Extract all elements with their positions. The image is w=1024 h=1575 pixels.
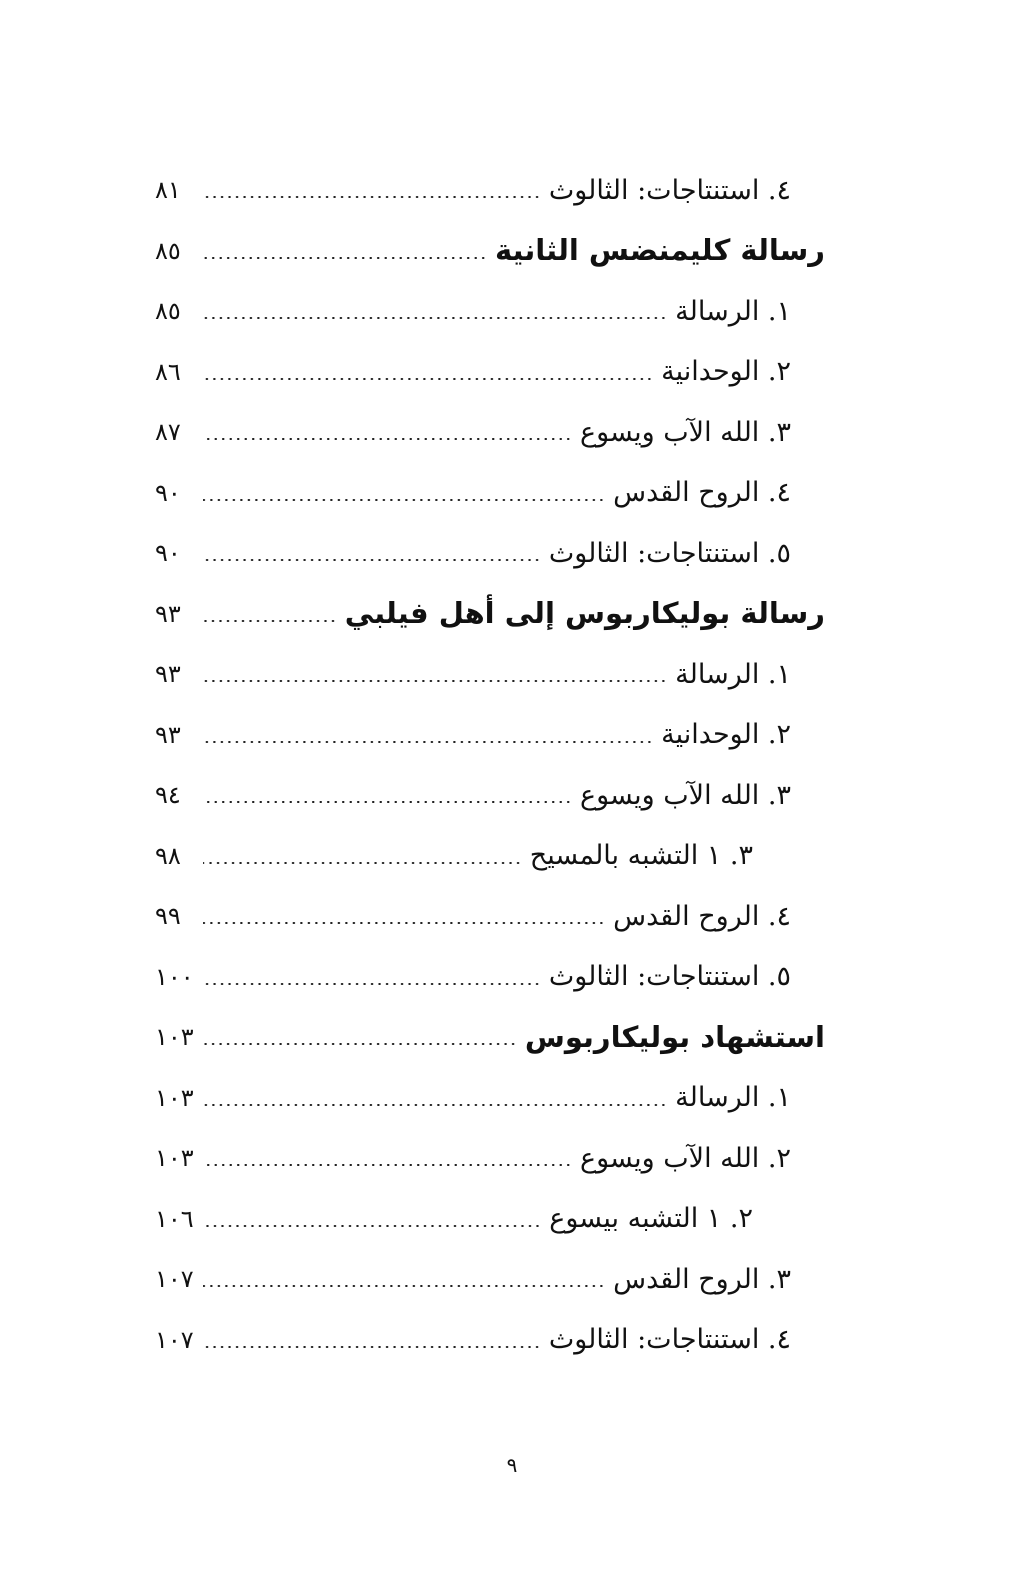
toc-entry-title: ٣. الروح القدس <box>613 1263 791 1295</box>
toc-section-title: استشهاد بوليكاربوس <box>524 1019 825 1054</box>
toc-entry-page: ٩٣ <box>155 599 181 628</box>
toc-entry-title: ١. الرسالة <box>675 658 791 690</box>
toc-entry-title: ٤. استنتاجات: الثالوث <box>548 174 791 206</box>
toc-section-title: رسالة كليمنضس الثانية <box>494 233 825 268</box>
toc-entry[interactable] <box>155 705 825 766</box>
dot-leader <box>203 1225 541 1227</box>
dot-leader <box>203 499 605 501</box>
toc-entry-title: ٤. الروح القدس <box>613 477 791 509</box>
dot-leader <box>203 1043 517 1045</box>
toc-entry-title: ٣. الله الآب ويسوع <box>579 416 791 448</box>
toc-entry[interactable] <box>155 644 825 705</box>
toc-entry[interactable] <box>155 1249 825 1310</box>
toc-entry-page: ٨٦ <box>155 357 181 386</box>
toc-entry-title: ٥. استنتاجات: الثالوث <box>548 537 791 569</box>
toc-entry[interactable] <box>155 1128 825 1189</box>
toc-entry-title: ٢. الوحدانية <box>661 356 791 388</box>
dot-leader <box>203 1104 667 1106</box>
dot-leader <box>203 196 541 198</box>
toc-section-title: رسالة بوليكاربوس إلى أهل فيلبي <box>344 596 825 631</box>
toc-entry-title: ٢. الوحدانية <box>661 719 791 751</box>
toc-entry-title: ٣. الله الآب ويسوع <box>579 779 791 811</box>
toc-entry[interactable] <box>155 947 825 1008</box>
toc-entry[interactable] <box>155 1310 825 1371</box>
toc-entry-page: ١٠٧ <box>155 1265 194 1294</box>
dot-leader <box>203 1346 541 1348</box>
toc-section-heading[interactable] <box>155 221 825 282</box>
toc-entry-title: ٢. الله الآب ويسوع <box>579 1142 791 1174</box>
dot-leader <box>203 620 337 622</box>
table-of-contents <box>155 160 825 1370</box>
toc-entry[interactable] <box>155 886 825 947</box>
toc-entry-page: ٩٩ <box>155 902 181 931</box>
toc-subentry[interactable] <box>155 826 825 887</box>
page-number: ٩ <box>506 1453 518 1477</box>
toc-entry-page: ٩٤ <box>155 781 181 810</box>
toc-entry-title: ٥. استنتاجات: الثالوث <box>548 961 791 993</box>
toc-entry-page: ١٠٦ <box>155 1204 194 1233</box>
toc-entry-page: ١٠٧ <box>155 1325 194 1354</box>
toc-entry-title: ١. الرسالة <box>675 1082 791 1114</box>
dot-leader <box>203 862 522 864</box>
dot-leader <box>203 741 653 743</box>
dot-leader <box>203 378 653 380</box>
dot-leader <box>203 438 572 440</box>
dot-leader <box>203 1164 572 1166</box>
dot-leader <box>203 1285 605 1287</box>
dot-leader <box>203 801 572 803</box>
toc-entry-title: ٣. ١ التشبه بالمسيح <box>529 840 753 872</box>
toc-entry-page: ٨٥ <box>155 236 181 265</box>
toc-entry-title: ٤. استنتاجات: الثالوث <box>548 1324 791 1356</box>
toc-entry-page: ٨١ <box>155 176 181 205</box>
toc-entry-title: ٢. ١ التشبه بيسوع <box>549 1203 753 1235</box>
toc-entry-page: ١٠٠ <box>155 962 194 991</box>
toc-entry[interactable] <box>155 463 825 524</box>
toc-entry[interactable] <box>155 281 825 342</box>
dot-leader <box>203 317 667 319</box>
toc-entry-page: ١٠٣ <box>155 1023 194 1052</box>
toc-entry[interactable] <box>155 342 825 403</box>
toc-subentry[interactable] <box>155 1189 825 1250</box>
toc-entry-page: ٩٣ <box>155 720 181 749</box>
toc-entry[interactable] <box>155 1068 825 1129</box>
toc-entry-page: ٩٨ <box>155 841 181 870</box>
dot-leader <box>203 680 667 682</box>
toc-entry-title: ٤. الروح القدس <box>613 900 791 932</box>
toc-entry-page: ٨٥ <box>155 297 181 326</box>
dot-leader <box>203 922 605 924</box>
toc-section-heading[interactable] <box>155 1007 825 1068</box>
toc-entry-page: ٩٣ <box>155 660 181 689</box>
toc-entry-page: ١٠٣ <box>155 1144 194 1173</box>
dot-leader <box>203 559 541 561</box>
toc-entry-page: ١٠٣ <box>155 1083 194 1112</box>
toc-entry[interactable] <box>155 523 825 584</box>
dot-leader <box>203 257 487 259</box>
toc-entry[interactable] <box>155 765 825 826</box>
toc-entry-page: ٩٠ <box>155 478 181 507</box>
toc-entry[interactable] <box>155 160 825 221</box>
toc-entry-page: ٩٠ <box>155 539 181 568</box>
toc-entry-title: ١. الرسالة <box>675 295 791 327</box>
toc-entry-page: ٨٧ <box>155 418 181 447</box>
toc-entry[interactable] <box>155 402 825 463</box>
toc-section-heading[interactable] <box>155 584 825 645</box>
dot-leader <box>203 983 541 985</box>
